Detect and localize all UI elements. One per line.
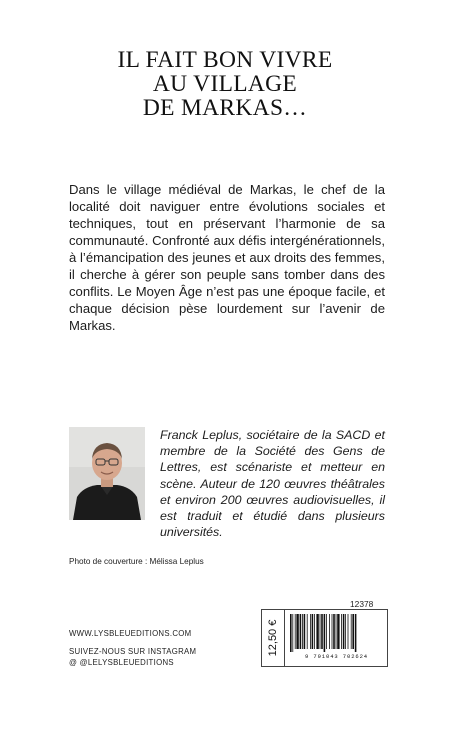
barcode-bar — [337, 614, 339, 649]
title-line-1: IL FAIT BON VIVRE — [117, 47, 333, 73]
synopsis-paragraph: Dans le village médiéval de Markas, le chef de la localité doit naviguer entre évolutions sociales et techniques, tout en préservant l’harmonie de sa communauté. Confronté aux défis intergénérationnels, à l’émancipation des jeunes et aux droits des femmes, il cherche à gérer son peuple sans tomber dans des conflits. Le Moyen Âge n’est pas une époque facile, et chaque décision pèse lourdement sur l’avenir de Markas. — [69, 182, 385, 333]
barcode-bar — [295, 614, 296, 649]
barcode-bar — [290, 614, 292, 652]
catalog-number: 12378 — [350, 599, 374, 609]
barcode-bar — [352, 614, 354, 649]
barcode-box — [261, 609, 388, 667]
instagram-callout: SUIVEZ-NOUS SUR INSTAGRAM — [69, 647, 197, 656]
barcode-bar — [341, 614, 342, 649]
barcode-bar — [345, 614, 346, 649]
barcode-bar — [296, 614, 298, 649]
barcode-bar — [316, 614, 318, 649]
barcode-digits: 9 791043 702624 — [304, 653, 368, 660]
barcode-bar — [312, 614, 314, 649]
barcode-bar — [326, 614, 327, 649]
barcode-bar — [351, 614, 352, 649]
barcode-bar — [304, 614, 306, 649]
price-label: 12,50 € — [267, 619, 279, 657]
author-biography: Franck Leplus, sociétaire de la SACD et membre de la Société des Gens de Lettres, est scénariste et metteur en scène. Auteur de 120 œuvres théâtrales et environ 200 œuvres audiovisuelles, il est traduit et étudié dans plusieurs universités. — [160, 428, 385, 540]
barcode-bar — [333, 614, 335, 649]
barcode-bar — [336, 614, 337, 649]
title-line-3: DE MARKAS… — [142, 95, 308, 121]
barcode-bar — [332, 614, 333, 649]
barcode-bar — [343, 614, 345, 649]
barcode-bar — [307, 614, 308, 649]
photo-credit: Photo de couverture : Mélissa Leplus — [69, 557, 204, 566]
instagram-handle: @ @LELYSBLEUEDITIONS — [69, 658, 174, 667]
publisher-website: WWW.LYSBLEUEDITIONS.COM — [69, 629, 192, 638]
barcode-bar — [300, 614, 302, 649]
barcode-bar — [292, 614, 293, 652]
price-panel — [262, 610, 285, 666]
barcode-icon — [290, 614, 382, 652]
book-title — [0, 48, 450, 120]
author-photo — [69, 427, 145, 520]
barcode-bar — [320, 614, 321, 649]
title-line-2: AU VILLAGE — [152, 71, 298, 97]
barcode-bar — [324, 614, 326, 652]
barcode-bar — [310, 614, 311, 649]
author-portrait-icon — [69, 427, 145, 520]
barcode-bar — [314, 614, 315, 649]
barcode-bar — [321, 614, 323, 649]
barcode-bar — [302, 614, 303, 649]
barcode-bar — [348, 614, 349, 649]
barcode-bar — [329, 614, 330, 649]
barcode-bar — [355, 614, 357, 652]
